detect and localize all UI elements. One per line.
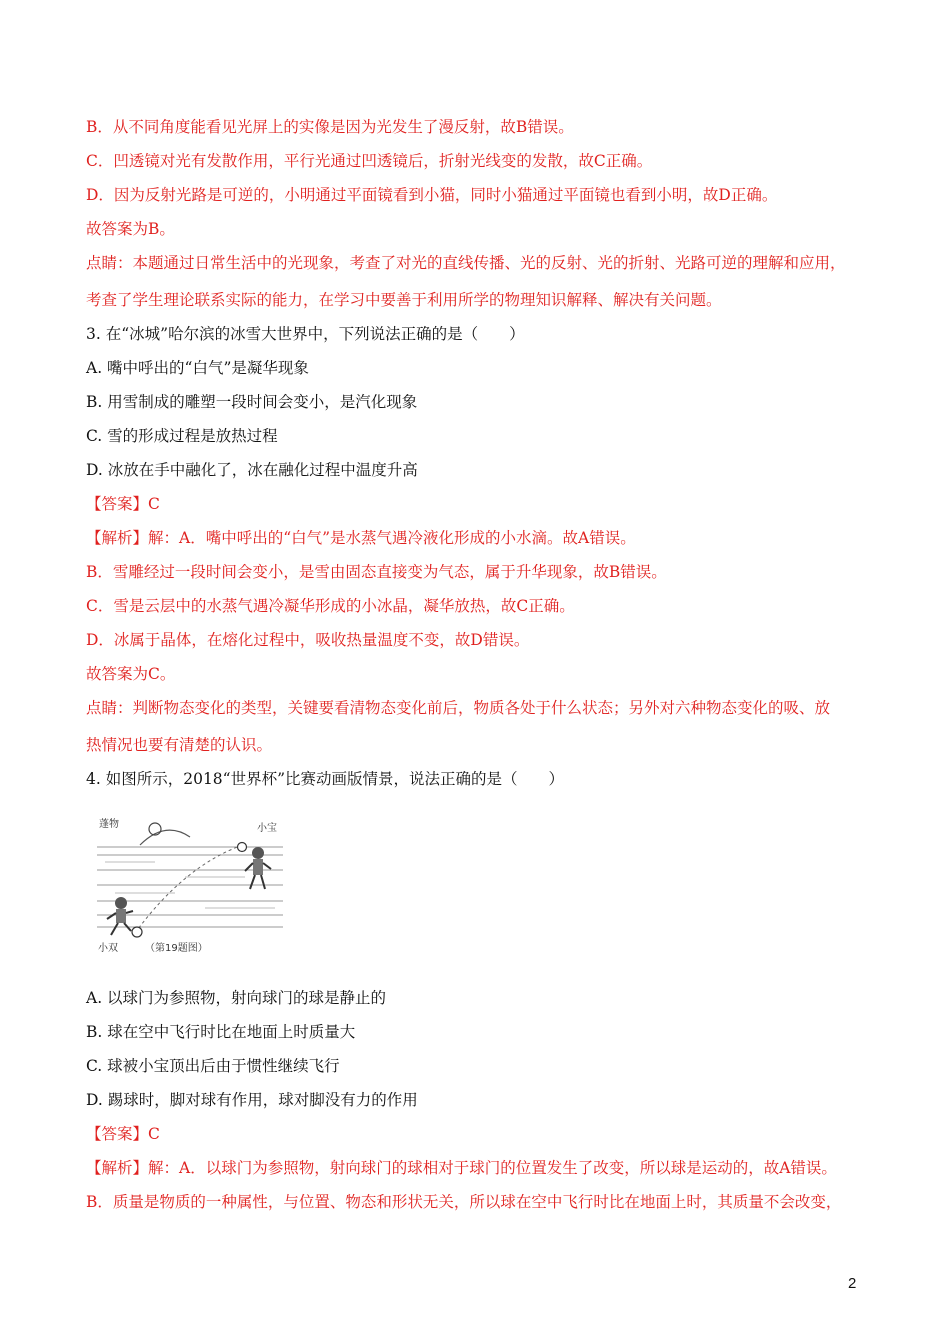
text-line: B. 球在空中飞行时比在地面上时质量大 [86,1023,356,1041]
label-left-top: 蓬物 [99,819,119,830]
text-line: D. 冰放在手中融化了，冰在融化过程中温度升高 [86,461,418,479]
text-line: 点睛：判断物态变化的类型，关键要看清物态变化前后，物质各处于什么状态；另外对六种物态变化的吸、放 [86,699,831,717]
text-line: D．因为反射光路是可逆的，小明通过平面镜看到小猫，同时小猫通过平面镜也看到小明，故D正确。 [86,186,778,204]
text-line: 故答案为B。 [86,220,175,238]
page-number: 2 [848,1275,857,1292]
text-line: B. 用雪制成的雕塑一段时间会变小，是汽化现象 [86,393,418,411]
text-line: 故答案为C。 [86,665,176,683]
text-line: 【答案】C [86,495,160,513]
text-line: A. 嘴中呼出的“白气”是凝华现象 [86,359,309,377]
text-line: 【答案】C [86,1125,160,1143]
text-line: C. 球被小宝顶出后由于惯性继续飞行 [86,1057,340,1075]
text-line: 4. 如图所示，2018“世界杯”比赛动画版情景，说法正确的是（ ） [86,770,565,788]
text-line: 【解析】解：A．以球门为参照物，射向球门的球相对于球门的位置发生了改变，所以球是运动的，故A错误。 [86,1159,837,1177]
text-line: 3. 在“冰城”哈尔滨的冰雪大世界中，下列说法正确的是（ ） [86,325,525,343]
text-line: 考查了学生理论联系实际的能力，在学习中要善于利用所学的物理知识解释、解决有关问题。 [86,291,722,309]
label-left-bottom: 小双 [98,943,118,954]
text-line: A. 以球门为参照物，射向球门的球是静止的 [86,989,387,1007]
text-line: C．雪是云层中的水蒸气遇冷凝华形成的小冰晶，凝华放热，故C正确。 [86,597,575,615]
soccer-scene-image [95,815,285,955]
label-right-top: 小宝 [257,823,277,834]
text-line: B．质量是物质的一种属性，与位置、物态和形状无关，所以球在空中飞行时比在地面上时，其质量不会改变， [86,1193,842,1211]
soccer-illustration [95,815,285,955]
text-line: C．凹透镜对光有发散作用，平行光通过凹透镜后，折射光线变的发散，故C正确。 [86,152,653,170]
text-line: 【解析】解：A．嘴中呼出的“白气”是水蒸气遇冷液化形成的小水滴。故A错误。 [86,529,636,547]
text-line: B．从不同角度能看见光屏上的实像是因为光发生了漫反射，故B错误。 [86,118,574,136]
text-line: B．雪雕经过一段时间会变小，是雪由固态直接变为气态，属于升华现象，故B错误。 [86,563,667,581]
text-line: D．冰属于晶体，在熔化过程中，吸收热量温度不变，故D错误。 [86,631,530,649]
text-line: D. 踢球时，脚对球有作用，球对脚没有力的作用 [86,1091,418,1109]
text-line: 热情况也要有清楚的认识。 [86,736,273,754]
figure-caption: （第19题图） [145,943,208,954]
text-line: C. 雪的形成过程是放热过程 [86,427,278,445]
text-line: 点睛：本题通过日常生活中的光现象，考查了对光的直线传播、光的反射、光的折射、光路可逆的理解和应用， [86,254,846,272]
